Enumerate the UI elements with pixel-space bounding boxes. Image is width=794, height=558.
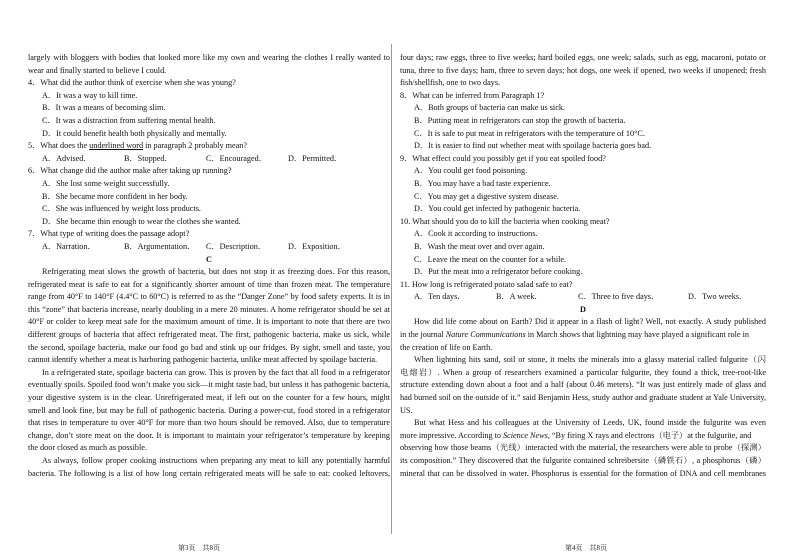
- question-9: 9．What effect could you possibly get if you eat spoiled food?: [400, 153, 606, 163]
- magazine-name: Science News: [503, 430, 548, 440]
- text-fragment: in the journal: [400, 330, 444, 340]
- option: C．You may get a digestive system disease.: [414, 191, 559, 201]
- text-line: [400, 430, 766, 443]
- text-line: In a refrigerated state, spoilage bacteria can grow. This is proven by the fact that all food in a refrigerator: [42, 367, 390, 377]
- text-line: How did life come about on Earth? Did it appear in a flash of light? Well, not exactly. A study published: [414, 317, 766, 327]
- question-4: 4．What did the author think of exercise when she was young?: [28, 78, 236, 88]
- option-row: [400, 291, 766, 304]
- option: B．Argumentation．: [124, 241, 196, 251]
- text-line: US.: [400, 405, 413, 415]
- text-line: As always, follow proper cooking instructions when preparing any meat to kill any potentially harmful: [42, 456, 390, 465]
- option: C．It was a distraction from suffering mental health.: [42, 115, 216, 125]
- text-line: cannot identify whether a meat is harboring pathogenic bacteria, unlike meat affected by spoilage bacteria.: [28, 355, 378, 365]
- text-line: smell and look fine, but may be full of pathogenic bacteria. During a power-cut, food stored in a refrigerator: [28, 405, 390, 415]
- text-line: But what Hess and his colleagues at the University of Leeds, UK, found inside the fulgurite was even: [414, 418, 766, 428]
- right-column: [400, 52, 766, 480]
- text-line: [400, 329, 766, 342]
- option: B．Stopped．: [124, 153, 173, 163]
- option: D．She became thin enough to wear the clothes she wanted.: [42, 216, 241, 226]
- text-fragment: , “By firing X rays and electrons（电子）at the fulgurite, and: [547, 430, 752, 440]
- text-line: wear and finally started to believe I could.: [28, 65, 167, 75]
- option: D．Permitted．: [288, 153, 343, 163]
- text-line: your digestive system is in the clear. Unrefrigerated meat, if left out on the counter for a few hours, might: [28, 393, 390, 403]
- text-line: different groups of bacteria that affect refrigerated meat. The first, pathogenic bacteria, make us sick, while: [28, 330, 390, 340]
- option: C．Leave the meat on the counter for a while.: [414, 254, 567, 264]
- option: C．Description．: [206, 241, 267, 251]
- question-6: 6．What change did the author make after taking up running?: [28, 166, 232, 176]
- text-line: Refrigerating meat slows the growth of bacteria, but does not stop it as freezing does. For this reason,: [42, 267, 390, 277]
- page-number-right: 第4页 共8页: [565, 544, 607, 552]
- option: B．You may have a bad taste experience.: [414, 178, 551, 188]
- text-line: structure extending down about a foot and a half (about 0.46 meters). “It was just entirely made of glass and: [400, 380, 766, 390]
- journal-name: Nature Communications: [445, 330, 526, 340]
- option: B．Wash the meat over and over again.: [414, 241, 545, 251]
- option: B．A week．: [496, 292, 543, 302]
- text-line: fish/shellfish, one to two days.: [400, 78, 501, 88]
- text-line: the second, spoilage bacteria, make our food go bad and stink up our fridges. By sight, smell and taste, you: [28, 342, 390, 352]
- text-line: bacteria. The following is a list of how long certain refrigerated meats will be safe to eat: cooked leftovers,: [28, 468, 390, 478]
- option: D．Exposition．: [288, 241, 346, 251]
- option: A．She lost some weight successfully.: [42, 178, 170, 188]
- page-number-left: 第3页 共8页: [178, 544, 220, 552]
- option: C．Encouraged．: [206, 153, 267, 163]
- option: D．It could benefit health both physically and mentally.: [42, 128, 227, 138]
- underlined-word: underlined word: [89, 141, 144, 151]
- question-11: 11. How long is refrigerated potato salad safe to eat?: [400, 279, 573, 289]
- option: C．Three to five days．: [578, 292, 660, 302]
- text-line: four days; raw eggs, three to five weeks; hard boiled eggs, one week; salads, such as egg, macaroni, potato or: [400, 53, 766, 62]
- text-fragment: in March shows that lightning may have played a significant role in: [527, 330, 749, 340]
- text-line: change, don’t store meat on the door. It is important to maintain your refrigerator’s temperature by keeping: [28, 430, 390, 440]
- text-line: 电熔岩）. When a group of researchers examined a particular fulgurite, they found a thick, tree-root-like: [400, 367, 766, 377]
- question-5: 5．What does the underlined word in paragraph 2 probably mean?: [28, 141, 247, 151]
- option: A．You could get food poisoning.: [414, 166, 528, 176]
- text-line: mineral that can be dissolved in water. Phosphorus is essential for the formation of DNA and cell membranes: [400, 468, 766, 478]
- question-10: 10. What should you do to kill the bacteria when cooking meat?: [400, 216, 610, 226]
- text-line: that rises in temperature to over 40°F for more than two hours should be removed. Also, due to temperature: [28, 418, 390, 428]
- text-line: this “zone” that bacteria increase, nearly doubling in a mere 20 minutes. A home refrigerator should be set at: [28, 304, 390, 314]
- option-row: [28, 153, 390, 166]
- text-line: range from 40°F to 140°F (4.4°C to 60°C) is referred to as the “Danger Zone” by food safety experts. It is in: [28, 292, 390, 302]
- text-line: 40°F or colder to keep meat safe for the maximum amount of time. It is important to note that there are two: [28, 317, 390, 327]
- text-line: the door closed as much as possible.: [28, 443, 147, 453]
- text-line: tuna, three to five days; ham, three to seven days; hot dogs, one week if opened, two weeks if unopened; fresh: [400, 65, 766, 75]
- text-line: had burned soil on the outside of it.” said Benjamin Hess, study author and graduate student at Yale University,: [400, 393, 766, 403]
- option: D．Two weeks．: [688, 292, 748, 302]
- option: B．She became more confident in her body.: [42, 191, 188, 201]
- option: A．Advised．: [42, 153, 92, 163]
- text-line: When lightning hits sand, soil or stone, it melts the minerals into a glassy material called fulgurite（闪: [414, 355, 766, 365]
- option: A．Both groups of bacteria can make us sick.: [414, 103, 565, 113]
- option: C．She was influenced by weight loss products.: [42, 204, 201, 214]
- question-8: 8．What can be inferred from Paragraph 1?: [400, 90, 545, 100]
- option-row: [28, 241, 390, 254]
- option: D．It is easier to find out whether meat with spoilage bacteria goes bad.: [414, 141, 652, 151]
- question-7: 7．What type of writing does the passage adopt?: [28, 229, 190, 239]
- option: C．It is safe to put meat in refrigerators with the temperature of 10°C.: [414, 128, 645, 138]
- text-line: refrigerated meat is safe to eat for a significantly shorter amount of time than frozen meat. The temperature: [28, 279, 390, 289]
- option: D．Put the meat into a refrigerator before cooking.: [414, 267, 583, 277]
- text-line: eventually spoils. Spoiled food won’t make you sick—it might taste bad, but unless it has pathogenic bacteria,: [28, 380, 390, 390]
- option: A．It was a way to kill time.: [42, 90, 138, 100]
- text-line: the creation of life on Earth.: [400, 342, 493, 352]
- option: A．Cook it according to instructions.: [414, 229, 538, 239]
- option: A．Narration．: [42, 241, 96, 251]
- option: D．You could get infected by pathogenic bacteria.: [414, 204, 581, 214]
- left-column: [28, 52, 390, 480]
- section-heading-d: D: [580, 304, 586, 314]
- option: B．Putting meat in refrigerators can stop the growth of bacteria.: [414, 115, 626, 125]
- text-line: observing how those beams（光线）interacted with the material, the researchers were able to probe（探测）: [400, 443, 766, 453]
- text-fragment: more impressive. According to: [400, 430, 501, 440]
- text-line: largely with bloggers with bodies that looked more like my own and wearing the clothes I really wanted to: [28, 53, 390, 62]
- text-line: its composition.” They discovered that the fulgurite contained schreibersite（磷铁石）, a phosphorus（磷）: [400, 456, 766, 465]
- section-heading-c: C: [206, 254, 212, 264]
- option: A．Ten days．: [414, 292, 466, 302]
- column-divider: [391, 44, 392, 534]
- option: B．It was a means of becoming slim.: [42, 103, 166, 113]
